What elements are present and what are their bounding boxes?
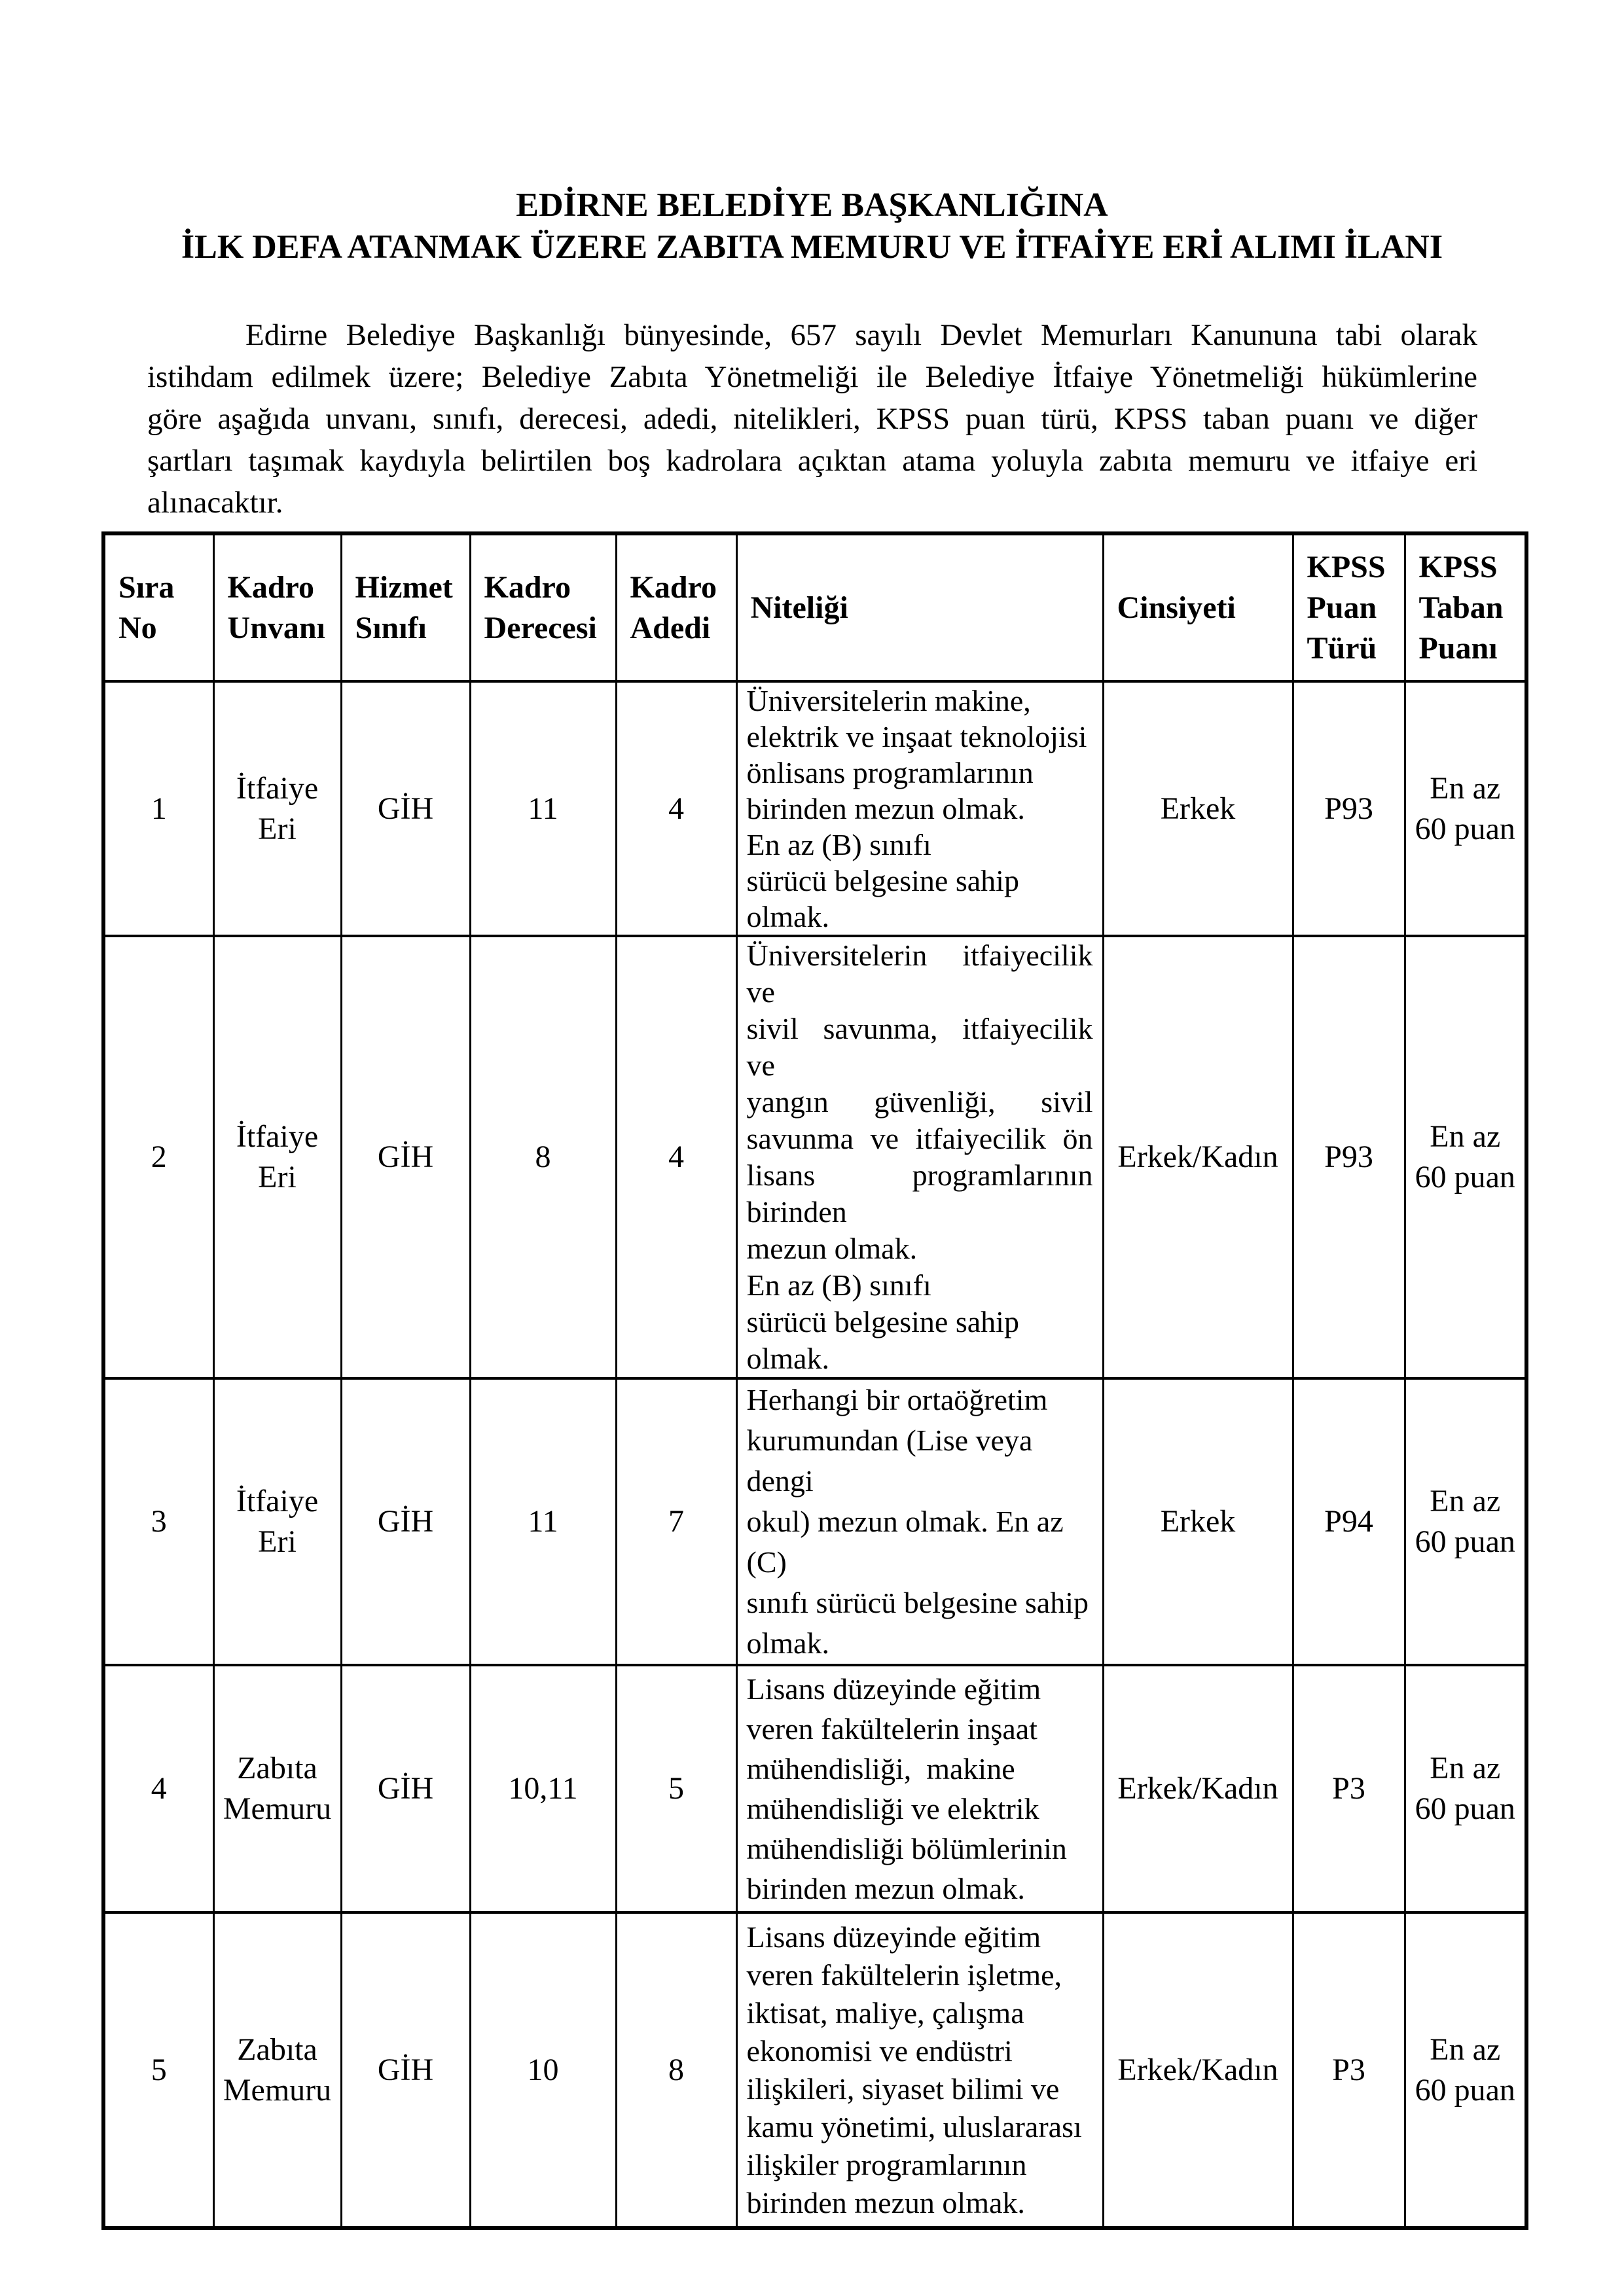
- unvan-line: Eri: [258, 811, 297, 846]
- header-line: KPSS: [1307, 549, 1386, 584]
- taban-line: En az: [1430, 770, 1501, 806]
- unvan-line: Memuru: [223, 1791, 332, 1826]
- unvan-line: Eri: [258, 1524, 297, 1559]
- cell-kadro-adedi: 4: [616, 681, 736, 936]
- taban-line: En az: [1430, 2032, 1501, 2067]
- header-line: Kadro: [484, 569, 571, 605]
- cell-hizmet-sinifi: GİH: [341, 936, 470, 1378]
- niteligi-line: sürücü belgesine sahip olmak.: [746, 864, 1027, 933]
- cell-sira-no: 5: [103, 1912, 213, 2228]
- niteligi-line: kamu yönetimi, uluslararası: [746, 2109, 1082, 2144]
- header-line: Puanı: [1418, 630, 1498, 666]
- niteligi-line: mühendisliği, makine: [746, 1752, 1015, 1785]
- niteligi-line: birinden mezun olmak.: [746, 1872, 1025, 1905]
- header-kadro-adedi: [616, 533, 736, 681]
- cell-niteligi: [736, 1665, 1103, 1912]
- header-cinsiyeti: [1103, 533, 1293, 681]
- cell-kpss-taban-puani: [1405, 681, 1526, 936]
- taban-line: 60 puan: [1415, 2072, 1515, 2108]
- header-line: Türü: [1307, 630, 1377, 666]
- cell-kadro-unvani: [213, 1912, 341, 2228]
- niteligi-line: mühendisliği ve elektrik: [746, 1792, 1039, 1825]
- taban-line: En az: [1430, 1484, 1501, 1518]
- niteligi-line: okul) mezun olmak. En az (C): [746, 1505, 1072, 1579]
- niteligi-line: sınıfı sürücü belgesine sahip: [746, 1586, 1089, 1619]
- unvan-line: İtfaiye: [236, 770, 319, 806]
- cell-hizmet-sinifi: GİH: [341, 1912, 470, 2228]
- header-niteligi: [736, 533, 1103, 681]
- cell-cinsiyeti: Erkek/Kadın: [1103, 1912, 1293, 2228]
- cell-kpss-taban-puani: [1405, 1912, 1526, 2228]
- niteligi-line: Üniversitelerin makine,: [746, 684, 1031, 717]
- cell-cinsiyeti: Erkek/Kadın: [1103, 936, 1293, 1378]
- niteligi-line: veren fakültelerin inşaat: [746, 1712, 1038, 1746]
- cell-kadro-adedi: 7: [616, 1378, 736, 1665]
- unvan-line: Eri: [258, 1160, 297, 1194]
- cell-kadro-unvani: [213, 936, 341, 1378]
- cell-niteligi: [736, 681, 1103, 936]
- cell-kpss-puan-turu: P3: [1293, 1912, 1405, 2228]
- unvan-line: Zabıta: [237, 2032, 317, 2067]
- cell-kpss-puan-turu: P94: [1293, 1378, 1405, 1665]
- cell-kadro-derecesi: 11: [470, 1378, 616, 1665]
- unvan-line: Zabıta: [237, 1751, 317, 1785]
- niteligi-line: Lisans düzeyinde eğitim: [746, 1672, 1041, 1706]
- unvan-line: Memuru: [223, 2072, 332, 2108]
- niteligi-line: yangın güvenliği, sivil: [746, 1085, 1093, 1119]
- intro-line: istihdam edilmek üzere; Belediye Zabıta Yönetmeliği ile Belediye İtfaiye Yönetmeliği hükümlerine: [147, 360, 1477, 394]
- cell-niteligi: [736, 936, 1103, 1378]
- header-line: No: [118, 610, 157, 645]
- table-row: [103, 1378, 1526, 1665]
- cell-cinsiyeti: Erkek/Kadın: [1103, 1665, 1293, 1912]
- intro-line: alınacaktır.: [147, 486, 283, 520]
- niteligi-line: kurumundan (Lise veya dengi: [746, 1424, 1040, 1498]
- header-line: Unvanı: [227, 610, 325, 645]
- unvan-line: İtfaiye: [236, 1484, 319, 1518]
- cell-hizmet-sinifi: GİH: [341, 681, 470, 936]
- header-line: Taban: [1418, 590, 1504, 625]
- cell-kadro-adedi: 4: [616, 936, 736, 1378]
- positions-table: [101, 531, 1528, 2230]
- table-row: [103, 681, 1526, 936]
- header-line: Niteliği: [750, 590, 848, 625]
- intro-line: Edirne Belediye Başkanlığı bünyesinde, 657 sayılı Devlet Memurları Kanununa tabi olarak: [245, 318, 1477, 352]
- header-line: KPSS: [1418, 549, 1498, 584]
- cell-kpss-taban-puani: [1405, 936, 1526, 1378]
- header-line: Derecesi: [484, 610, 597, 645]
- cell-kadro-unvani: [213, 1378, 341, 1665]
- table-row: [103, 936, 1526, 1378]
- header-sira-no: [103, 533, 213, 681]
- niteligi-line: sivil savunma, itfaiyecilik ve: [746, 1012, 1100, 1082]
- table-header-row: [103, 533, 1526, 681]
- intro-line: şartları taşımak kaydıyla belirtilen boş kadrolara açıktan atama yoluyla zabıta memuru ve itfaiye eri: [147, 444, 1477, 478]
- niteligi-line: ilişkileri, siyaset bilimi ve: [746, 2072, 1060, 2106]
- niteligi-line: mezun olmak.: [746, 1232, 918, 1265]
- cell-hizmet-sinifi: GİH: [341, 1665, 470, 1912]
- header-line: Adedi: [630, 610, 711, 645]
- header-line: Kadro: [630, 569, 717, 605]
- cell-sira-no: 4: [103, 1665, 213, 1912]
- document-title: [0, 185, 1624, 268]
- niteligi-line: En az (B) sınıfı: [746, 1268, 931, 1302]
- header-kadro-unvani: [213, 533, 341, 681]
- niteligi-line: elektrik ve inşaat teknolojisi: [746, 720, 1087, 753]
- niteligi-line: lisans programlarının birinden: [746, 1158, 1100, 1229]
- table-header: [103, 533, 1526, 681]
- header-line: Cinsiyeti: [1117, 590, 1236, 625]
- cell-kadro-adedi: 5: [616, 1665, 736, 1912]
- cell-niteligi: [736, 1378, 1103, 1665]
- title-line-2: İLK DEFA ATANMAK ÜZERE ZABITA MEMURU VE İTFAİYE ERİ ALIMI İLANI: [181, 228, 1443, 266]
- taban-line: 60 puan: [1415, 811, 1515, 846]
- cell-kadro-derecesi: 10: [470, 1912, 616, 2228]
- table-body: [103, 681, 1526, 2228]
- niteligi-line: ekonomisi ve endüstri: [746, 2034, 1013, 2068]
- header-line: Sıra: [118, 569, 175, 605]
- taban-line: En az: [1430, 1751, 1501, 1785]
- intro-paragraph: [147, 314, 1477, 524]
- header-kpss-taban-puani: [1405, 533, 1526, 681]
- header-kpss-puan-turu: [1293, 533, 1405, 681]
- niteligi-line: iktisat, maliye, çalışma: [746, 1996, 1024, 2030]
- cell-kadro-adedi: 8: [616, 1912, 736, 2228]
- cell-cinsiyeti: Erkek: [1103, 681, 1293, 936]
- taban-line: 60 puan: [1415, 1160, 1515, 1194]
- niteligi-line: Herhangi bir ortaöğretim: [746, 1383, 1048, 1416]
- header-line: Puan: [1307, 590, 1377, 625]
- cell-sira-no: 3: [103, 1378, 213, 1665]
- niteligi-line: sürücü belgesine sahip olmak.: [746, 1305, 1027, 1375]
- cell-cinsiyeti: Erkek: [1103, 1378, 1293, 1665]
- intro-line: göre aşağıda unvanı, sınıfı, derecesi, adedi, nitelikleri, KPSS puan türü, KPSS taban puanı ve diğer: [147, 402, 1477, 436]
- niteligi-line: birinden mezun olmak.: [746, 792, 1025, 825]
- cell-sira-no: 1: [103, 681, 213, 936]
- niteligi-line: mühendisliği bölümlerinin: [746, 1832, 1067, 1865]
- title-line-1: EDİRNE BELEDİYE BAŞKANLIĞINA: [516, 187, 1108, 224]
- cell-kadro-unvani: [213, 1665, 341, 1912]
- taban-line: 60 puan: [1415, 1791, 1515, 1826]
- header-line: Kadro: [227, 569, 314, 605]
- cell-kadro-derecesi: 8: [470, 936, 616, 1378]
- cell-sira-no: 2: [103, 936, 213, 1378]
- header-kadro-derecesi: [470, 533, 616, 681]
- table-row: [103, 1912, 1526, 2228]
- niteligi-line: birinden mezun olmak.: [746, 2185, 1025, 2219]
- niteligi-line: savunma ve itfaiyecilik ön: [746, 1122, 1093, 1155]
- cell-kpss-taban-puani: [1405, 1378, 1526, 1665]
- niteligi-line: Üniversitelerin itfaiyecilik ve: [746, 939, 1100, 1009]
- niteligi-line: ilişkiler programlarının: [746, 2147, 1027, 2181]
- cell-hizmet-sinifi: GİH: [341, 1378, 470, 1665]
- header-hizmet-sinifi: [341, 533, 470, 681]
- cell-kpss-puan-turu: P93: [1293, 681, 1405, 936]
- niteligi-line: Lisans düzeyinde eğitim: [746, 1920, 1041, 1954]
- niteligi-line: olmak.: [746, 1626, 829, 1660]
- cell-kadro-derecesi: 11: [470, 681, 616, 936]
- unvan-line: İtfaiye: [236, 1119, 319, 1154]
- taban-line: En az: [1430, 1119, 1501, 1154]
- niteligi-line: En az (B) sınıfı: [746, 828, 931, 861]
- cell-kpss-taban-puani: [1405, 1665, 1526, 1912]
- header-line: Hizmet: [355, 569, 453, 605]
- niteligi-line: önlisans programlarının: [746, 756, 1034, 789]
- cell-kadro-unvani: [213, 681, 341, 936]
- cell-kpss-puan-turu: P3: [1293, 1665, 1405, 1912]
- taban-line: 60 puan: [1415, 1524, 1515, 1559]
- header-line: Sınıfı: [355, 610, 427, 645]
- cell-kadro-derecesi: 10,11: [470, 1665, 616, 1912]
- niteligi-line: veren fakültelerin işletme,: [746, 1958, 1062, 1992]
- table-row: [103, 1665, 1526, 1912]
- cell-kpss-puan-turu: P93: [1293, 936, 1405, 1378]
- cell-niteligi: [736, 1912, 1103, 2228]
